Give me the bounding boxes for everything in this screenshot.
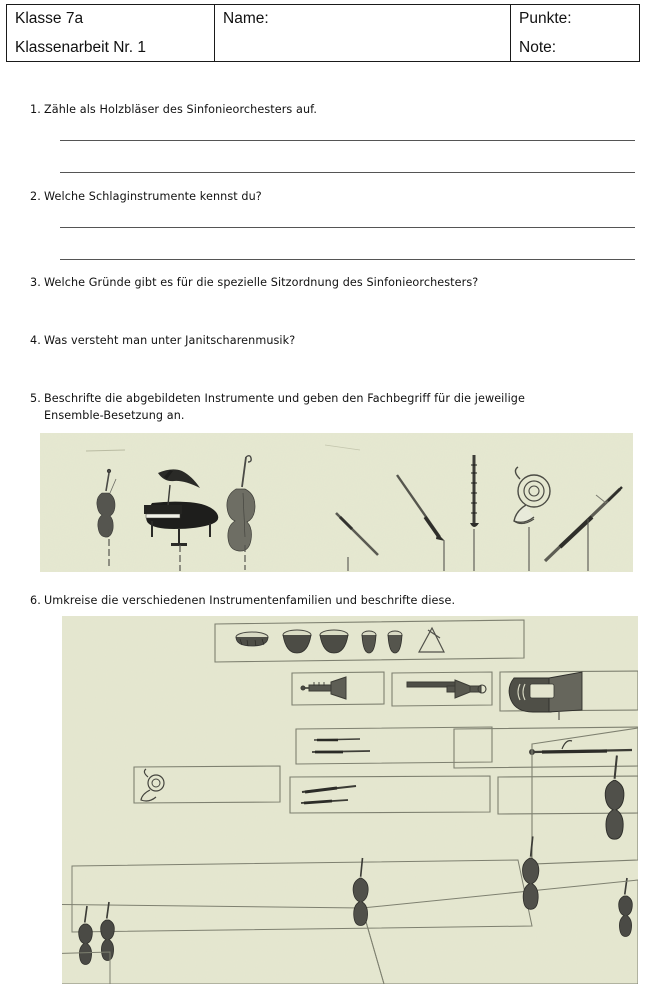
question-6 [20,592,635,609]
question-3-text: Welche Gründe gibt es für die spezielle Sitzordnung des Sinfonieorchesters? [44,276,479,289]
class-label: Klasse 7a [15,10,84,27]
grade-label: Note: [519,39,557,56]
question-5 [20,390,635,424]
question-5-number: 5. [30,392,41,405]
question-5-line2: Ensemble-Besetzung an. [44,409,185,422]
answer-line-1b[interactable] [60,172,635,173]
answer-line-1a[interactable] [60,140,635,141]
question-3 [20,274,635,291]
snare-drum-figure [236,632,268,646]
figure-instruments-drawing [40,433,633,572]
points-label: Punkte: [519,10,572,27]
question-5-line1: Beschrifte die abgebildeten Instrumente und geben den Fachbegriff für die jeweilige [44,392,525,405]
question-6-number: 6. [30,594,41,607]
question-2-number: 2. [30,190,41,203]
test-label: Klassenarbeit Nr. 1 [15,39,146,56]
question-5-text [44,390,635,424]
question-1-text: Zähle als Holzbläser des Sinfonieorchesters auf. [44,103,318,116]
question-2 [20,188,635,205]
answer-line-2b[interactable] [60,259,635,260]
question-2-text: Welche Schlaginstrumente kennst du? [44,190,262,203]
question-4-text: Was versteht man unter Janitscharenmusik? [44,334,296,347]
question-1-number: 1. [30,103,41,116]
header-cell-name[interactable] [215,5,511,61]
name-label: Name: [223,10,269,27]
header-table [6,4,640,62]
question-4 [20,332,635,349]
figure-seating-plan-drawing [62,616,638,984]
question-6-text: Umkreise die verschiedenen Instrumentenfamilien und beschrifte diese. [44,594,456,607]
header-cell-score[interactable] [511,5,639,61]
answer-line-2a[interactable] [60,227,635,228]
question-4-number: 4. [30,334,41,347]
figure-instruments [40,433,633,572]
figure-seating-plan [62,616,638,984]
question-1 [20,101,635,118]
question-3-number: 3. [30,276,41,289]
header-cell-class [7,5,215,61]
